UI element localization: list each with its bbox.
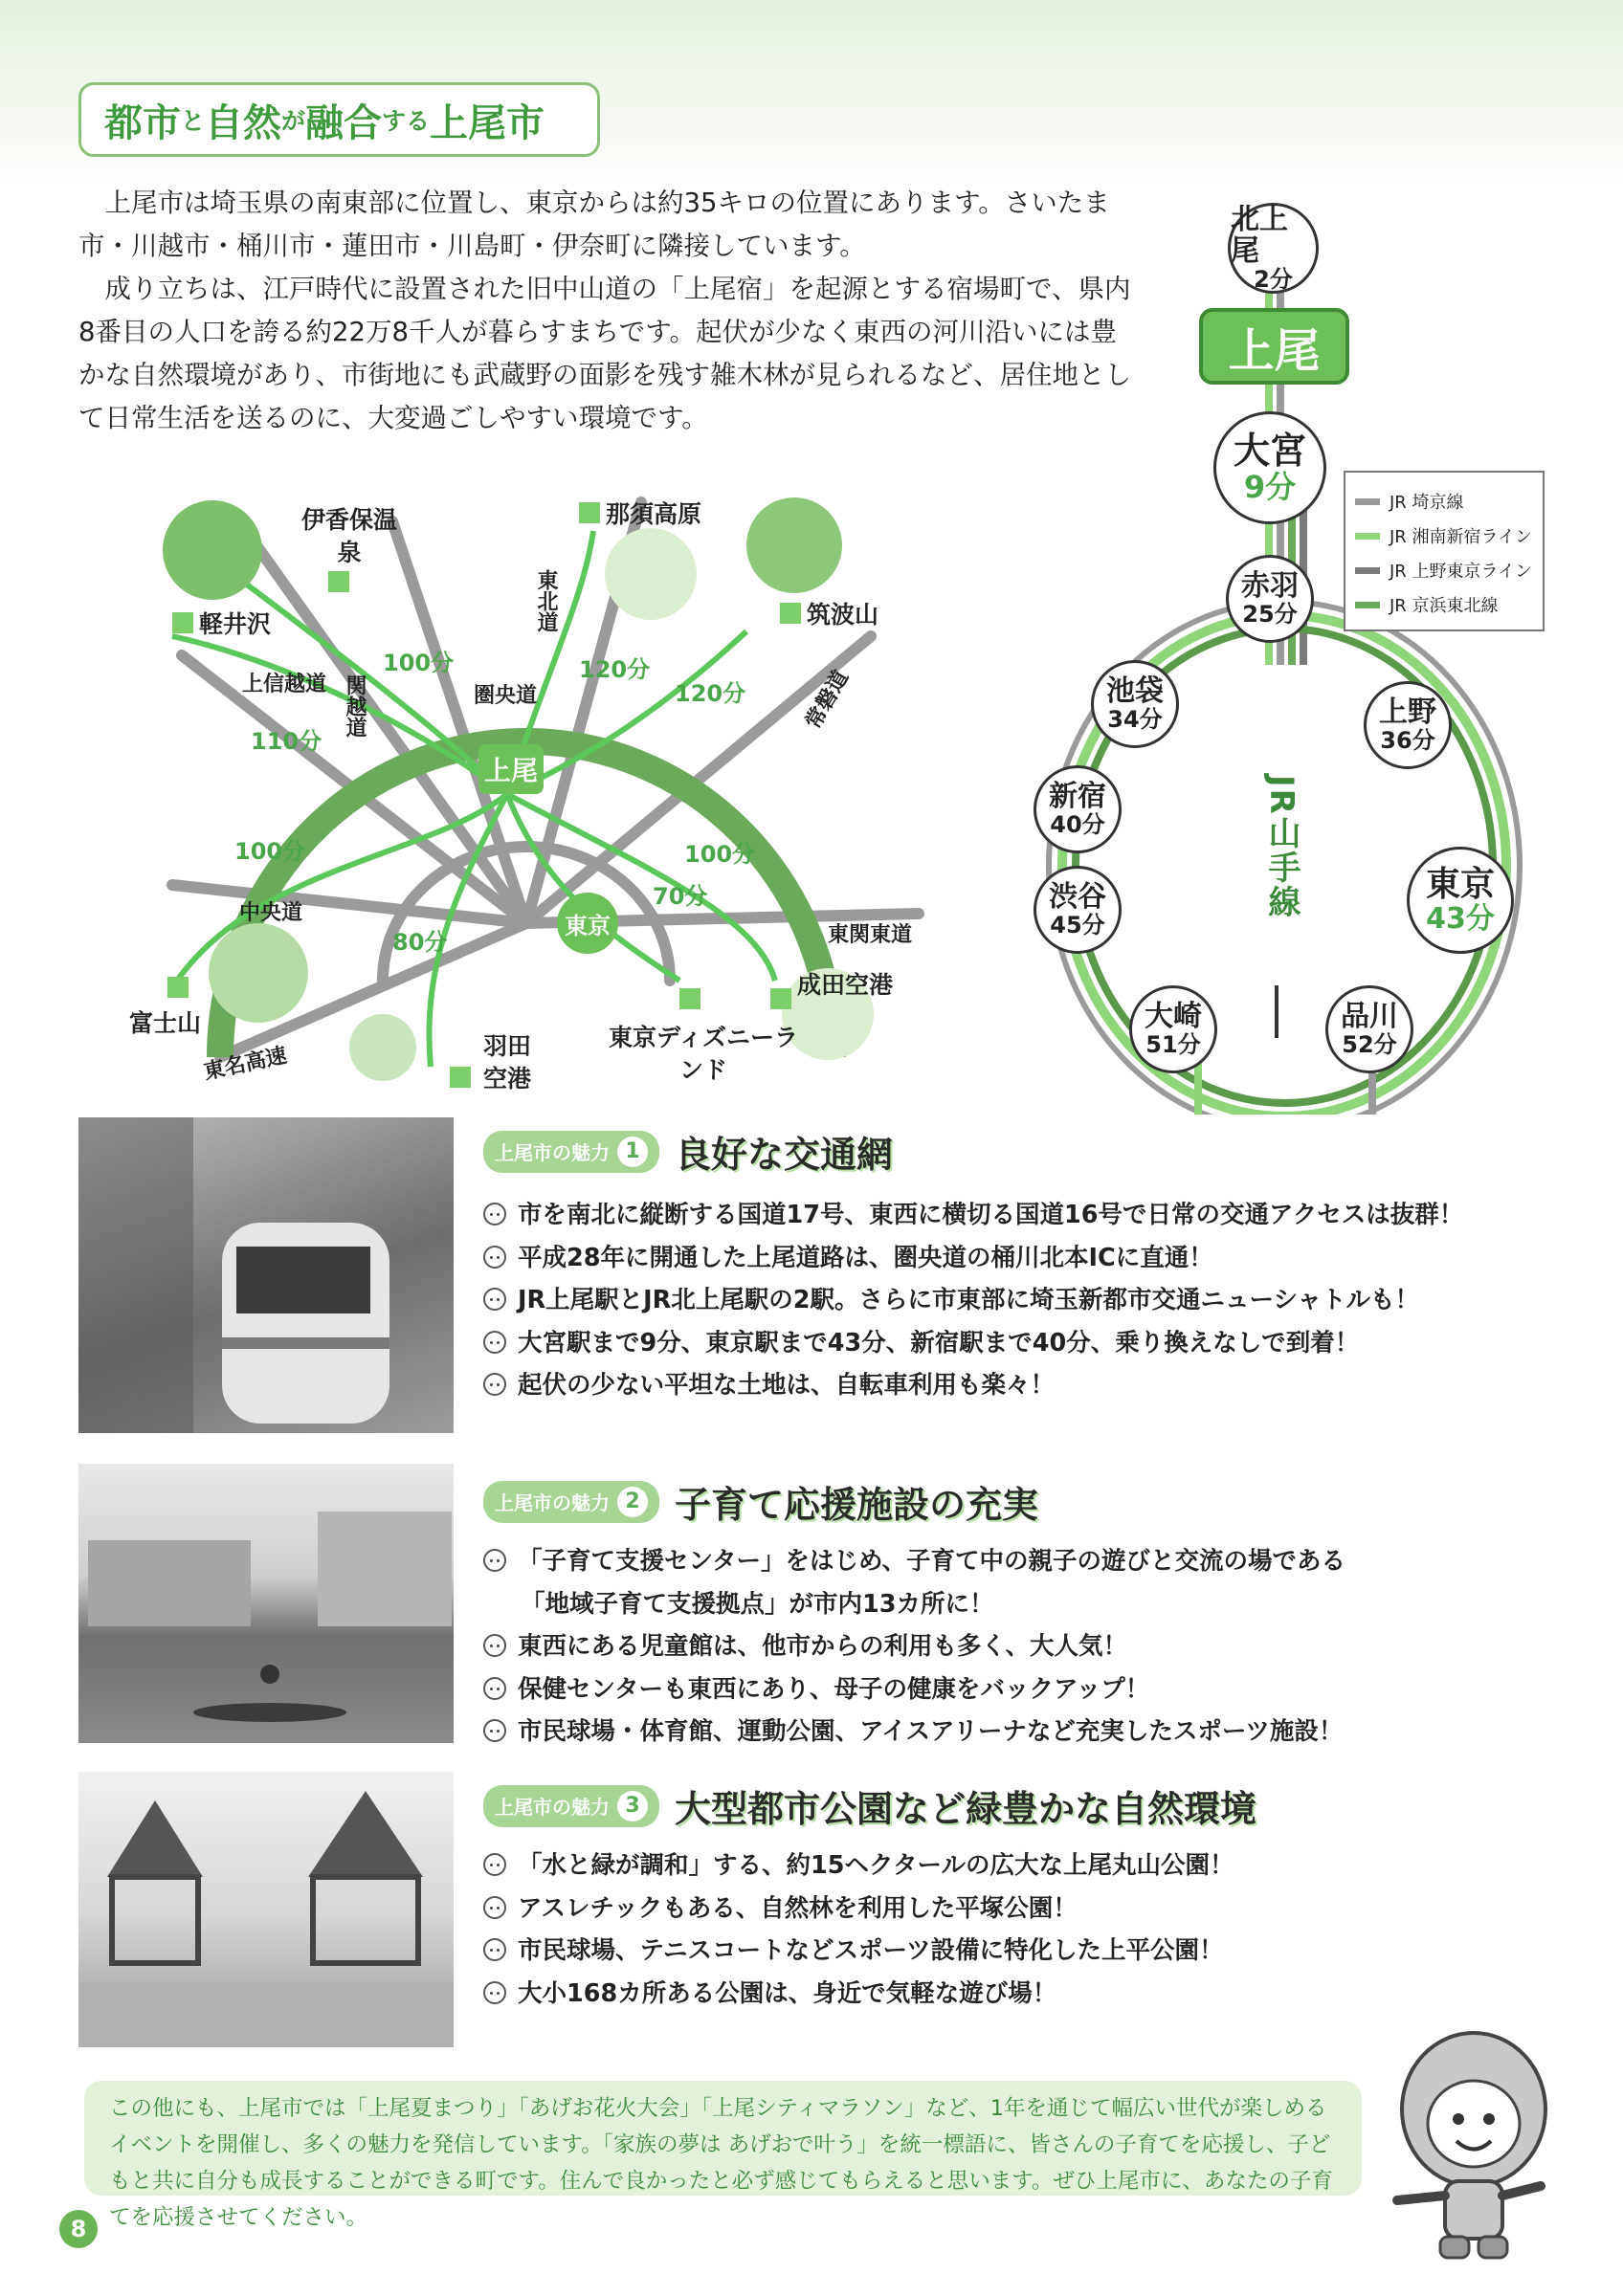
station-name: 北上尾 (1231, 203, 1288, 269)
section-3-list (483, 1844, 1234, 2015)
legend-row (1355, 484, 1533, 519)
legend-label: JR 京浜東北線 (1390, 596, 1499, 616)
road-joban: 常磐道 (801, 666, 855, 734)
closing-message: この他にも、上尾市では「上尾夏まつり」「あげお花火大会」「上尾シティマラソン」など、1年を通じて幅広い世代が楽しめるイベントを開催し、多くの魅力を発信しています。「家族の夢は あげおで叶う」を統一標語に、皆さんの子育てを応援し、子どもと共に自分も成長することができる町です。住んで良かったと必ず感じてもらえると思います。ぜひ上尾市に、あなたの子育てを応援させてください。 (84, 2081, 1362, 2196)
road-kanetsu: 関越道 (343, 674, 367, 738)
list-item (483, 1888, 1234, 1931)
section-3-badge (483, 1785, 659, 1827)
list-item-text: 大宮駅まで9分、東京駅まで43分、新宿駅まで40分、乗り換えなしで到着！ (518, 1328, 1360, 1358)
mascot-bullet-icon (483, 1549, 506, 1572)
title-part: 自然 (205, 100, 282, 145)
ikaho-marker (328, 571, 349, 592)
list-item (483, 1930, 1234, 1973)
road-higashikanto: 東関東道 (828, 923, 913, 947)
station-ueno (1364, 681, 1452, 769)
road-joshinetsu: 上信越道 (242, 673, 327, 696)
list-item-text: 東西にある児童館は、他市からの利用も多く、大人気！ (518, 1632, 1127, 1661)
station-time: 40分 (1050, 811, 1105, 839)
section-2-header (483, 1475, 1038, 1528)
legend-row (1355, 587, 1533, 622)
mascot-bullet-icon (483, 1203, 506, 1225)
time-tsukuba: 120分 (675, 680, 746, 707)
title-part: と (181, 107, 206, 135)
station-ageo-label: 上尾 (1228, 323, 1321, 378)
station-name: 上野 (1379, 695, 1436, 730)
mascot-bullet-icon (483, 1719, 506, 1742)
disney-marker (679, 988, 700, 1009)
badge-label: 上尾市の魅力 (495, 1141, 610, 1164)
legend-swatch (1355, 602, 1380, 608)
station-time: 52分 (1342, 1031, 1397, 1059)
mascot-bullet-icon (483, 1853, 506, 1876)
list-item-text: 「子育て支援センター」をはじめ、子育て中の親子の遊びと交流の場である (518, 1547, 1345, 1576)
intro-text (78, 182, 1131, 440)
mascot-bullet-icon (483, 1981, 506, 2004)
title-part: 上尾市 (430, 100, 545, 145)
station-time: 51分 (1145, 1031, 1201, 1059)
time-narita: 100分 (684, 841, 756, 868)
legend-swatch (1355, 567, 1380, 574)
legend-row (1355, 519, 1533, 553)
station-time: 45分 (1050, 912, 1105, 939)
access-map (129, 483, 938, 1095)
legend-swatch (1355, 498, 1380, 505)
mascot-character-icon (1378, 2019, 1569, 2267)
list-item (483, 1711, 1345, 1754)
station-name: 新宿 (1049, 780, 1106, 814)
list-item (483, 1844, 1234, 1888)
intro-paragraph-1: 上尾市は埼玉県の南東部に位置し、東京からは約35キロの位置にあります。さいたま市・川越市・桶川市・蓮田市・川島町・伊奈町に隣接しています。 (78, 188, 1110, 261)
time-karuizawa: 110分 (251, 728, 322, 755)
page-title (78, 82, 600, 157)
station-name: 赤羽 (1241, 569, 1299, 604)
section-3-title: 大型都市公園など緑豊かな自然環境 (675, 1788, 1257, 1830)
tsukuba-marker (780, 603, 801, 624)
fuji-marker (167, 977, 189, 998)
mascot-bullet-icon (483, 1677, 506, 1700)
list-item (483, 1237, 1463, 1280)
legend-row (1355, 553, 1533, 587)
section-2-title: 子育て応援施設の充実 (675, 1484, 1039, 1526)
section-3-header (483, 1779, 1256, 1832)
park-illustration (78, 1772, 454, 2047)
station-shibuya (1034, 866, 1122, 954)
map-tokyo-badge (557, 893, 618, 954)
list-item-text: 保健センターも東西にあり、母子の健康をバックアップ！ (518, 1674, 1150, 1704)
station-name: 池袋 (1106, 674, 1164, 709)
dest-haneda: 羽田空港 (482, 1032, 531, 1093)
list-item-text: アスレチックもある、自然林を利用した平塚公園！ (518, 1893, 1078, 1923)
train-illustration (78, 1117, 454, 1433)
station-ageo-main (1199, 308, 1349, 385)
list-item (483, 1583, 1345, 1626)
list-item (483, 1540, 1345, 1583)
list-item (483, 1279, 1463, 1322)
title-part: 都市 (104, 100, 181, 145)
mascot-bullet-icon (483, 1634, 506, 1657)
list-item-text: JR上尾駅とJR北上尾駅の2駅。さらに市東部に埼玉新都市交通ニューシャトルも！ (518, 1286, 1419, 1314)
list-item-text: 市民球場・体育館、運動公園、アイスアリーナなど充実したスポーツ施設！ (518, 1717, 1344, 1746)
station-name: 大崎 (1145, 1000, 1202, 1034)
station-time: 9分 (1243, 469, 1297, 506)
dest-nasu: 那須高原 (606, 500, 702, 528)
station-name: 品川 (1341, 1000, 1398, 1034)
road-ken-o: 圏央道 (474, 684, 538, 708)
dest-ikaho: 伊香保温泉 (301, 506, 398, 566)
section-2-badge (483, 1481, 659, 1523)
section-1-list (483, 1194, 1463, 1407)
mascot-bullet-icon (483, 1288, 506, 1311)
list-item (483, 1668, 1345, 1711)
map-ageo-label: 上尾 (483, 755, 538, 786)
children-center-illustration (78, 1464, 454, 1743)
list-item (483, 1364, 1463, 1407)
station-ikebukuro (1091, 660, 1179, 748)
station-osaki (1129, 985, 1217, 1073)
mascot-bullet-icon (483, 1938, 506, 1961)
map-tokyo-label: 東京 (565, 912, 611, 939)
station-akabane (1226, 555, 1314, 643)
time-fuji: 100分 (234, 838, 306, 865)
station-omiya (1213, 411, 1326, 524)
title-part: が (281, 107, 306, 135)
rail-legend (1344, 471, 1545, 631)
list-item (483, 1322, 1463, 1365)
station-name: 大宮 (1233, 429, 1306, 472)
dest-fuji: 富士山 (129, 1009, 202, 1037)
station-time: 25分 (1242, 601, 1298, 629)
legend-label: JR 埼京線 (1390, 493, 1464, 513)
nasu-marker (579, 502, 600, 523)
photo-park (78, 1772, 454, 2047)
page-number: 8 (59, 2210, 98, 2248)
list-item-text: 大小168カ所ある公園は、身近で気軽な遊び場！ (518, 1978, 1057, 2008)
photo-train (78, 1117, 454, 1433)
dest-disney: 東京ディズニーランド (608, 1024, 798, 1084)
list-item (483, 1973, 1234, 2016)
station-time: 34分 (1107, 706, 1163, 734)
time-nasu: 120分 (579, 656, 651, 683)
badge-label: 上尾市の魅力 (495, 1796, 610, 1819)
map-ageo-badge (478, 744, 544, 794)
badge-number: 3 (617, 1791, 648, 1821)
dest-tsukuba: 筑波山 (807, 601, 879, 629)
list-item-text: 起伏の少ない平坦な土地は、自転車利用も楽々！ (518, 1371, 1056, 1400)
list-item-text: 平成28年に開通した上尾道路は、圏央道の桶川北本ICに直通！ (518, 1243, 1213, 1272)
yamanote-label: JR山手線 (1262, 775, 1301, 919)
station-tokyo (1407, 847, 1514, 954)
station-time: 43分 (1426, 902, 1495, 937)
station-time: 2分 (1254, 266, 1293, 294)
dest-narita: 成田空港 (797, 971, 894, 999)
road-chuo: 中央道 (239, 901, 303, 925)
badge-label: 上尾市の魅力 (495, 1491, 610, 1514)
station-name: 東京 (1425, 864, 1495, 904)
road-tomei: 東名高速 (201, 1044, 290, 1085)
haneda-marker (450, 1067, 471, 1088)
list-item (483, 1194, 1463, 1237)
mascot-bullet-icon (483, 1331, 506, 1354)
station-time: 36分 (1380, 727, 1435, 755)
road-tohoku: 東北道 (534, 569, 558, 632)
section-1-badge (483, 1131, 659, 1173)
badge-number: 2 (617, 1487, 648, 1517)
intro-paragraph-2: 成り立ちは、江戸時代に設置された旧中山道の「上尾宿」を起源とする宿場町で、県内8番目の人口を誇る約22万8千人が暮らすまちです。起伏が少なく東西の河川沿いには豊かな自然環境があり、市街地にも武蔵野の面影を残す雑木林が見られるなど、居住地として日常生活を送るのに、大変過ごしやすい環境です。 (78, 274, 1131, 433)
station-kitaageo (1228, 203, 1319, 294)
list-item-text: 市を南北に縦断する国道17号、東西に横切る国道16号で日常の交通アクセスは抜群！ (518, 1201, 1464, 1229)
section-1-header (483, 1125, 893, 1178)
section-2-list (483, 1540, 1345, 1754)
station-shinagawa (1325, 985, 1413, 1073)
title-part: する (382, 107, 431, 135)
narita-marker (770, 988, 791, 1009)
badge-number: 1 (617, 1137, 648, 1167)
time-ikaho: 100分 (383, 650, 455, 676)
mascot-bullet-icon (483, 1896, 506, 1919)
legend-swatch (1355, 533, 1380, 540)
list-item-text: 市民球場、テニスコートなどスポーツ設備に特化した上平公園！ (518, 1936, 1224, 1965)
photo-children-center (78, 1464, 454, 1743)
karuizawa-marker (172, 612, 193, 633)
mascot-bullet-icon (483, 1246, 506, 1269)
time-disney: 70分 (653, 883, 708, 910)
section-1-title: 良好な交通網 (675, 1134, 894, 1176)
dest-karuizawa: 軽井沢 (199, 610, 272, 638)
list-item (483, 1625, 1345, 1668)
time-haneda: 80分 (392, 929, 448, 956)
legend-label: JR 湘南新宿ライン (1390, 527, 1532, 547)
list-item-text: 「水と緑が調和」する、約15ヘクタールの広大な上尾丸山公園！ (518, 1851, 1234, 1880)
mascot-bullet-icon (483, 1373, 506, 1396)
station-shinjuku (1034, 765, 1122, 853)
list-item-text: 「地域子育て支援拠点」が市内13カ所に！ (521, 1589, 994, 1619)
station-name: 渋谷 (1049, 880, 1106, 915)
legend-label: JR 上野東京ライン (1390, 562, 1532, 582)
title-part: 融合 (305, 100, 383, 145)
